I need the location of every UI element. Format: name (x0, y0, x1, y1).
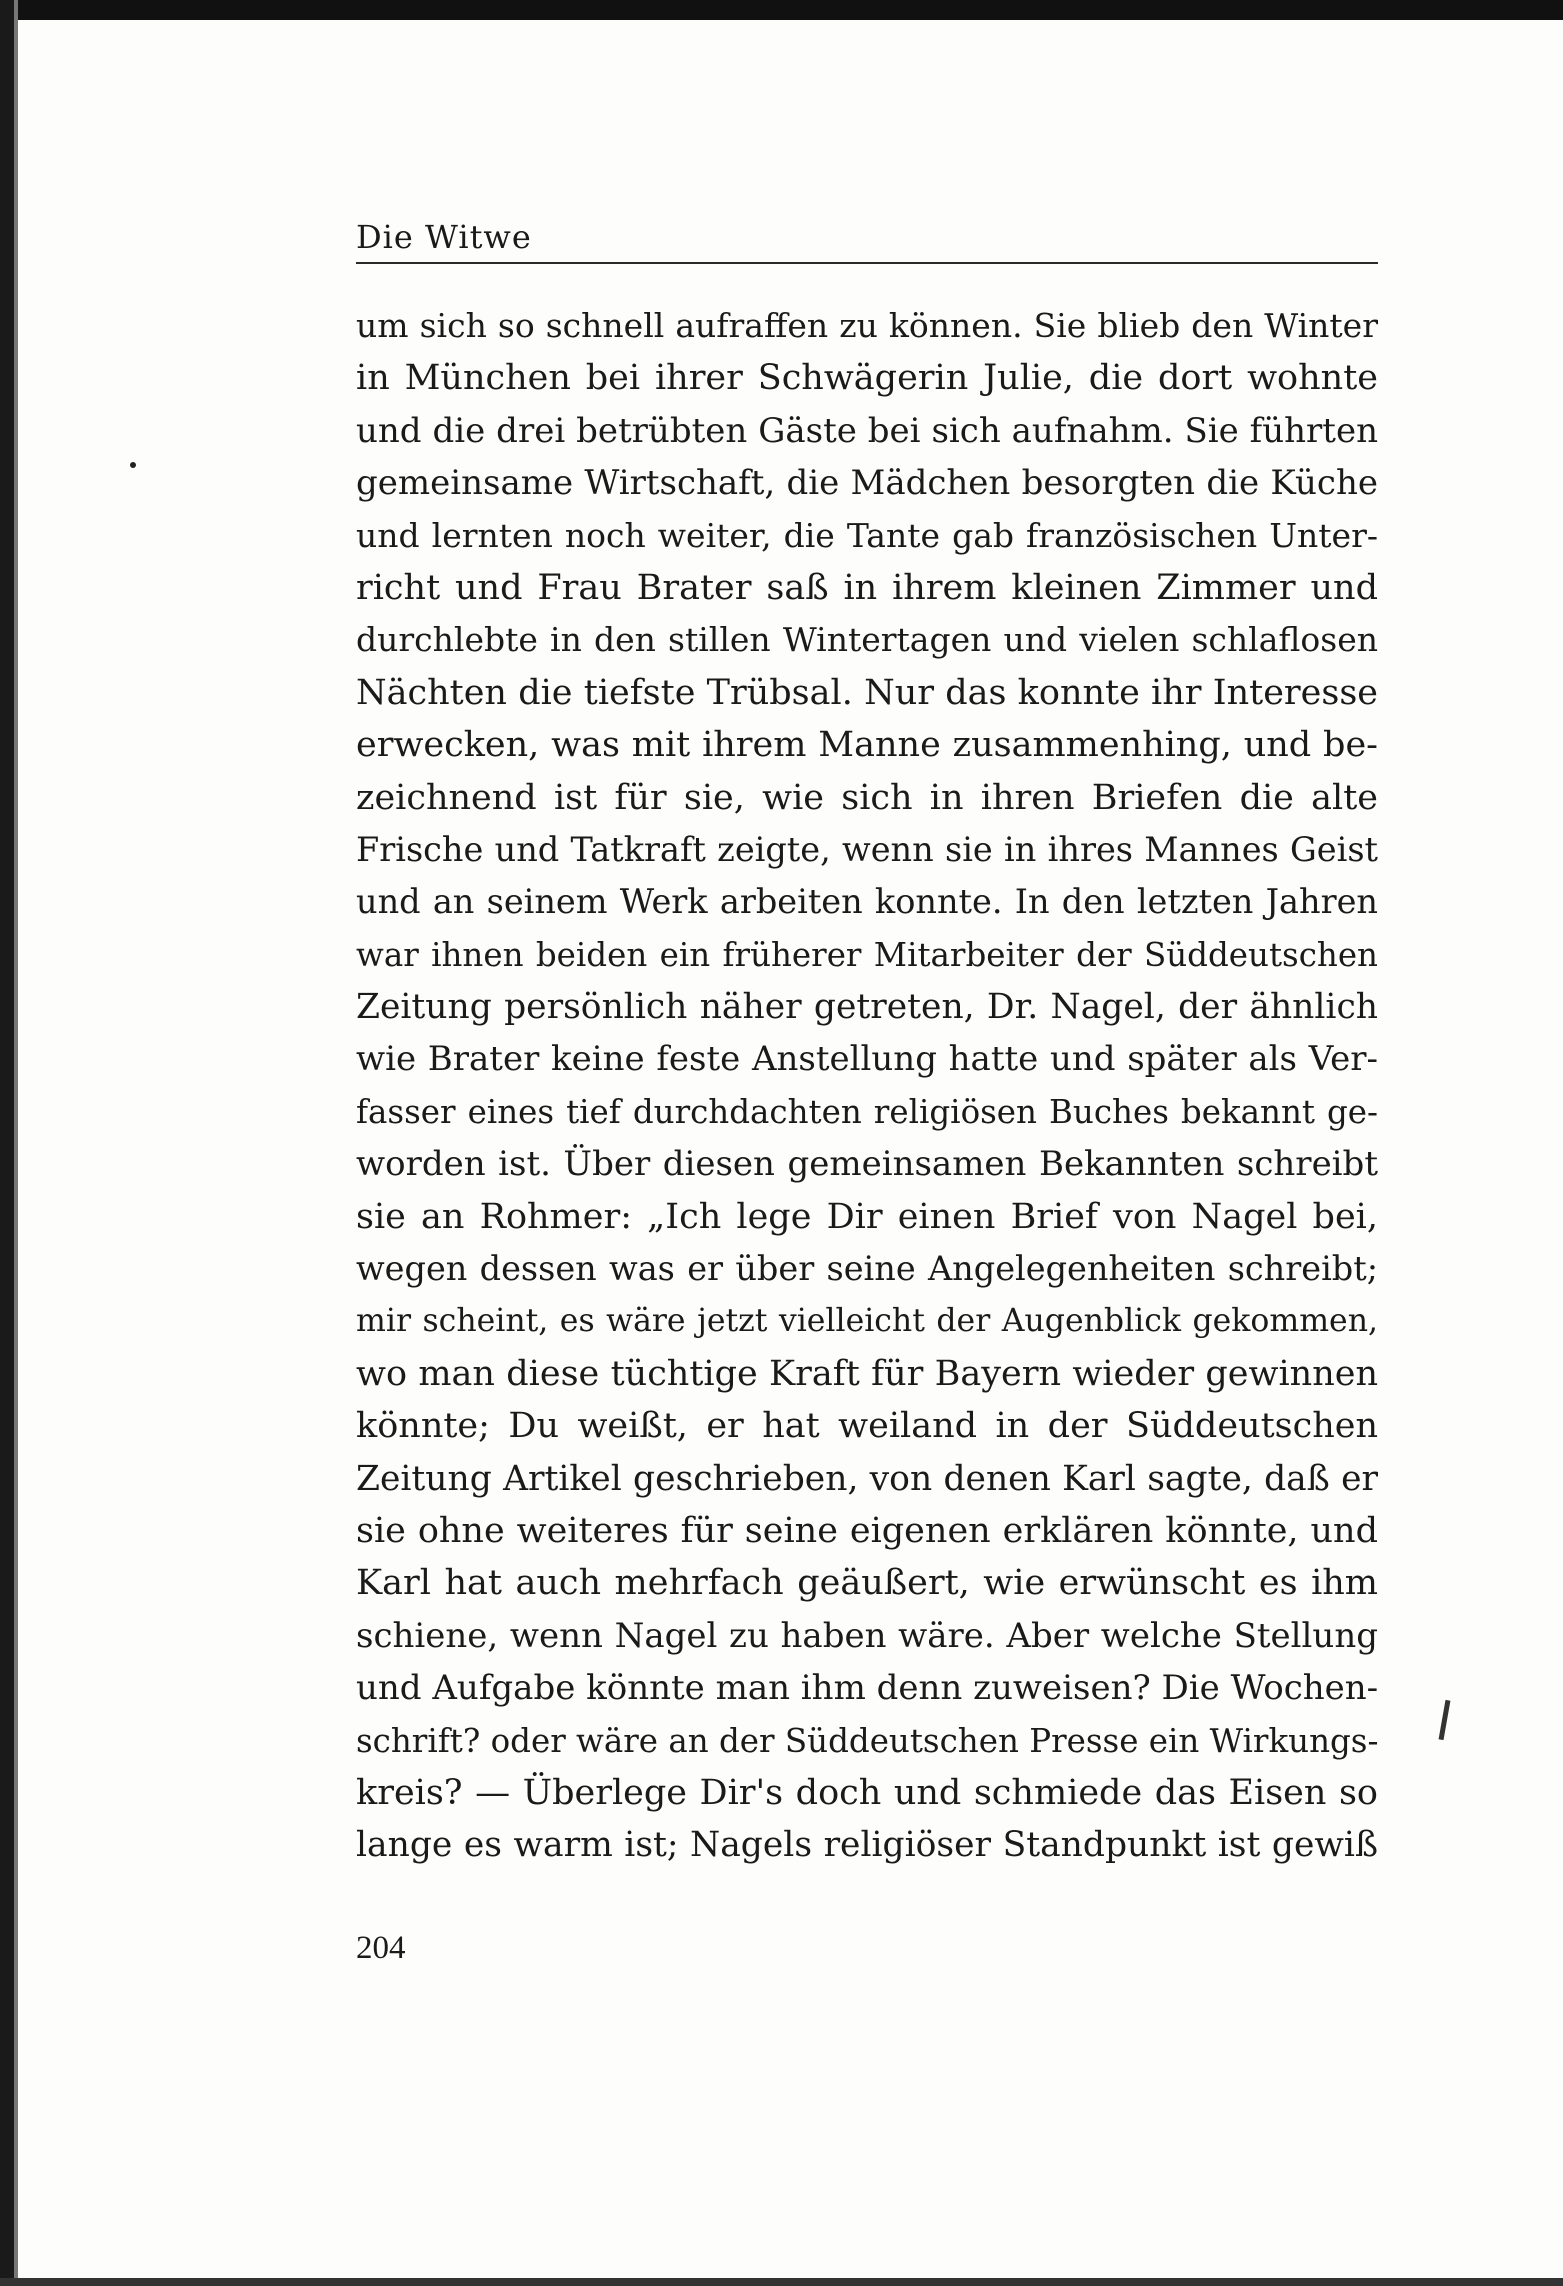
text-line: worden ist. Über diesen gemeinsamen Bekannten schreibt (356, 1144, 1378, 1185)
text-line: mir scheint, es wäre jetzt vielleicht der Augenblick gekommen, (356, 1303, 1378, 1340)
text-line: sie ohne weiteres für seine eigenen erklären könnte, und (356, 1510, 1378, 1551)
text-line: fasser eines tief durchdachten religiösen Buches bekannt ge- (356, 1092, 1378, 1131)
text-line: zeichnend ist für sie, wie sich in ihren Briefen die alte (356, 777, 1378, 818)
header-rule (356, 262, 1378, 264)
scan-left-border-shadow (14, 0, 18, 2286)
text-line: Zeitung persönlich näher getreten, Dr. Nagel, der ähnlich (356, 987, 1378, 1028)
text-line: Zeitung Artikel geschrieben, von denen Karl sagte, daß er (356, 1458, 1378, 1499)
text-line: Karl hat auch mehrfach geäußert, wie erwünscht es ihm (356, 1563, 1378, 1604)
text-line: wegen dessen was er über seine Angelegenheiten schreibt; (356, 1249, 1378, 1289)
scan-left-border (0, 0, 14, 2286)
text-line: schrift? oder wäre an der Süddeutschen Presse ein Wirkungs- (356, 1721, 1378, 1760)
text-line: und an seinem Werk arbeiten konnte. In den letzten Jahren (356, 882, 1378, 922)
body-text (356, 300, 1378, 1872)
scan-bottom-border (0, 2278, 1563, 2286)
text-line: in München bei ihrer Schwägerin Julie, die dort wohnte (356, 358, 1378, 399)
page-number: 204 (356, 1930, 406, 1966)
text-line: gemeinsame Wirtschaft, die Mädchen besorgten die Küche (356, 463, 1378, 504)
scan-mark (1439, 1700, 1451, 1740)
text-line: erwecken, was mit ihrem Manne zusammenhing, und be- (356, 725, 1378, 766)
scan-top-border (0, 0, 1563, 20)
text-line: richt und Frau Brater saß in ihrem kleinen Zimmer und (356, 567, 1378, 608)
text-line: durchlebte in den stillen Wintertagen und vielen schlaflosen (356, 620, 1378, 660)
text-line: wo man diese tüchtige Kraft für Bayern wieder gewinnen (356, 1353, 1378, 1394)
running-title: Die Witwe (356, 218, 532, 256)
text-line: lange es warm ist; Nagels religiöser Standpunkt ist gewiß (356, 1825, 1378, 1866)
text-line: kreis? — Überlege Dir's doch und schmiede das Eisen so (356, 1772, 1378, 1813)
text-line: schiene, wenn Nagel zu haben wäre. Aber welche Stellung (356, 1615, 1378, 1656)
text-line: und Aufgabe könnte man ihm denn zuweisen? Die Wochen- (356, 1668, 1378, 1709)
text-line: sie an Rohmer: „Ich lege Dir einen Brief von Nagel bei, (356, 1196, 1378, 1237)
text-line: Frische und Tatkraft zeigte, wenn sie in ihres Mannes Geist (356, 829, 1378, 869)
text-line: Nächten die tiefste Trübsal. Nur das konnte ihr Interesse (356, 672, 1378, 713)
text-line: war ihnen beiden ein früherer Mitarbeiter der Süddeutschen (356, 935, 1378, 974)
text-line: um sich so schnell aufraffen zu können. Sie blieb den Winter (356, 306, 1378, 345)
scan-speck (130, 462, 136, 468)
text-line: und die drei betrübten Gäste bei sich aufnahm. Sie führten (356, 410, 1378, 451)
text-line: wie Brater keine feste Anstellung hatte und später als Ver- (356, 1039, 1378, 1080)
text-line: könnte; Du weißt, er hat weiland in der Süddeutschen (356, 1406, 1378, 1447)
text-line: und lernten noch weiter, die Tante gab französischen Unter- (356, 515, 1378, 555)
